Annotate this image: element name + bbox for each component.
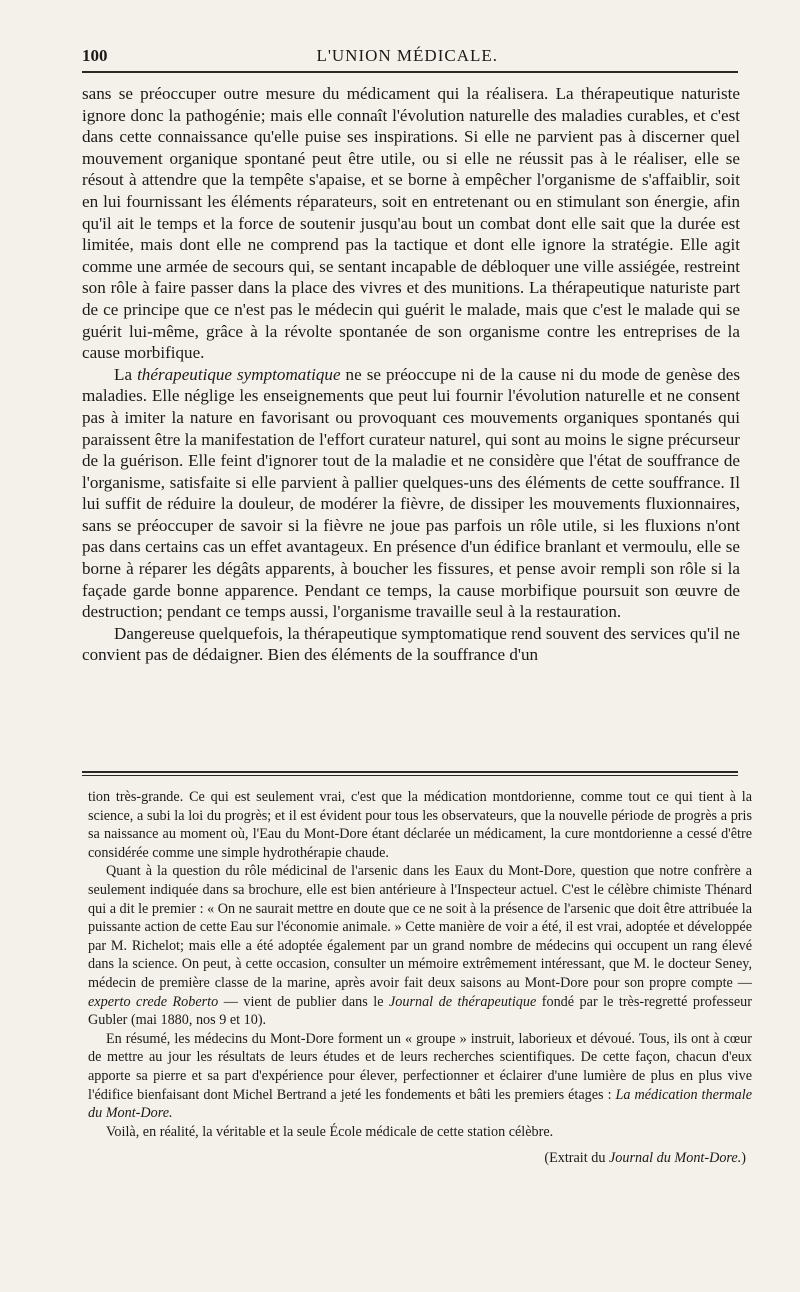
note-2 xyxy=(88,862,752,1029)
page-header xyxy=(82,42,738,70)
note-2-italic-1: experto crede Roberto xyxy=(88,993,219,1010)
paragraph-2-start: La xyxy=(114,364,138,384)
running-title: L'UNION MÉDICALE. xyxy=(316,46,498,65)
source-line xyxy=(88,1149,752,1168)
note-2-c: fondé par le très-regretté professeur Gubler (mai 1880, nos 9 et 10). xyxy=(88,993,752,1029)
note-3-a: En résumé, les médecins du Mont-Dore forment un « groupe » instruit, laborieux et dévoué. Tous, ils ont à cœur de mettre au jour les résultats de leurs études et de leurs recherches scientifiques. De cette façon, chacun d'eux apporte sa pierre et sa part d'expérience pour élever, perfectionner et éclairer d'une lumière de plus en plus vive l'édifice bienfaisant dont Michel Bertrand a jeté les fondements et bâti les premiers étages : xyxy=(88,1030,752,1103)
source-close: ) xyxy=(741,1150,746,1167)
note-1: tion très-grande. Ce qui est seulement vrai, c'est que la médication montdorienne, comme tout ce qui tient à la science, a subi la loi du progrès; et il est évident pour tous les observateurs, que la nouvelle période de progrès a pris sa naissance au moment où, l'Eau du Mont-Dore étant déclarée un médicament, la cure montdorienne a cessé d'être considérée comme une simple hydrothérapie chaude. xyxy=(88,789,752,861)
paragraph-2 xyxy=(82,364,740,623)
paragraph-2-rest: ne se préoccupe ni de la cause ni du mode de genèse des maladies. Elle néglige les enseignements que peut lui fournir l'évolution naturelle et ne consent pas à imiter la nature en favorisant ou provoquant ces mouvements organiques spontanés qui paraissent être la manifestation de l'effort curateur naturel, qui sont au moins le signe précurseur de la guérison. Elle feint d'ignorer tout de la maladie et ne considère que l'état de souffrance de l'organisme, satisfaite si elle parvient à pallier quelques-uns des éléments de cette souffrance. Il lui suffit de réduire la douleur, de modérer la fièvre, de dissiper les mouvements fluxionnaires, sans se préoccuper de savoir si la fièvre ne joue pas parfois un rôle utile, si les fluxions n'ont pas dans certains cas un effet avantageux. En présence d'un édifice branlant et vermoulu, elle se borne à réparer les dégâts apparents, à boucher les fissures, et pense avoir rempli son rôle si la façade garde bonne apparence. Pendant ce temps, la cause morbifique poursuit son œuvre de destruction; pendant ce temps aussi, l'organisme travaille seul à la restauration. xyxy=(82,364,740,622)
paragraph-3: Dangereuse quelquefois, la thérapeutique symptomatique rend souvent des services qu'il ne convient pas de dédaigner. Bien des éléments de la souffrance d'un xyxy=(82,623,740,665)
note-2-italic-2: Journal de thérapeutique xyxy=(388,993,537,1010)
note-3-italic: La médication thermale du Mont-Dore. xyxy=(88,1086,752,1122)
paragraph-1: sans se préoccuper outre mesure du médicament qui la réalisera. La thérapeutique naturiste ignore donc la pathogénie; mais elle connaît l'évolution naturelle des maladies curables, et c'est dans cette connaissance qu'elle puise ses inspirations. Si elle ne parvient pas à discerner quel mouvement organique spontané peut être utile, ou si elle ne réussit pas à le réaliser, elle se résout à attendre que la tempête s'apaise, et se borne à empêcher l'organisme de s'affaiblir, soit en lui fournissant les éléments réparateurs, soit en entretenant ou en stimulant son énergie, afin qu'il ait le temps et la force de soutenir jusqu'au bout un combat dont elle sait que la durée est limitée, mais dont elle ne comprend pas la tactique et dont elle ignore la stratégie. Elle agit comme une armée de secours qui, se sentant incapable de débloquer une ville assiégée, restreint son rôle à faire passer dans la place des vivres et des munitions. La thérapeutique naturiste part de ce principe que ce n'est pas le médecin qui guérit le malade, mais que c'est le malade qui se guérit lui-même, grâce à la révolte spontanée de son organisme contre les entreprises de la cause morbifique. xyxy=(82,84,740,363)
header-rule xyxy=(82,71,738,73)
paragraph-2-italic: thérapeutique symptomatique xyxy=(137,364,341,384)
note-2-a: Quant à la question du rôle médicinal de l'arsenic dans les Eaux du Mont-Dore, question que notre confrère a seulement indiquée dans sa brochure, elle est bien antérieure à l'Inspecteur actuel. C'est le célèbre chimiste Thénard qui a dit le premier : « On ne saurait mettre en doute que ce ne soit à la présence de l'arsenic que doit être attribuée la puissante action de cette Eau sur l'économie animale. » Cette manière de voir a été, il est vrai, adoptée et développée par M. Richelot; mais elle a été adoptée également par un grand nombre de médecins qui occupent un rang élevé dans la science. On peut, à cette occasion, consulter un mémoire extrêmement intéressant, que M. le docteur Seney, médecin de première classe de la marine, après avoir fait deux saisons au Mont-Dore pour son propre compte — xyxy=(88,863,752,991)
note-2-b: — vient de publier dans le xyxy=(218,993,389,1010)
page-number: 100 xyxy=(82,46,108,65)
source-journal: Journal du Mont-Dore. xyxy=(608,1150,742,1167)
footnote-rule xyxy=(82,771,738,773)
footnote-rule-thin xyxy=(82,775,738,776)
note-3 xyxy=(88,1030,752,1123)
source-open: (Extrait du xyxy=(544,1150,609,1167)
note-4: Voilà, en réalité, la véritable et la seule École médicale de cette station célèbre. xyxy=(106,1123,554,1140)
main-text xyxy=(82,83,740,666)
footnotes xyxy=(88,788,752,1168)
